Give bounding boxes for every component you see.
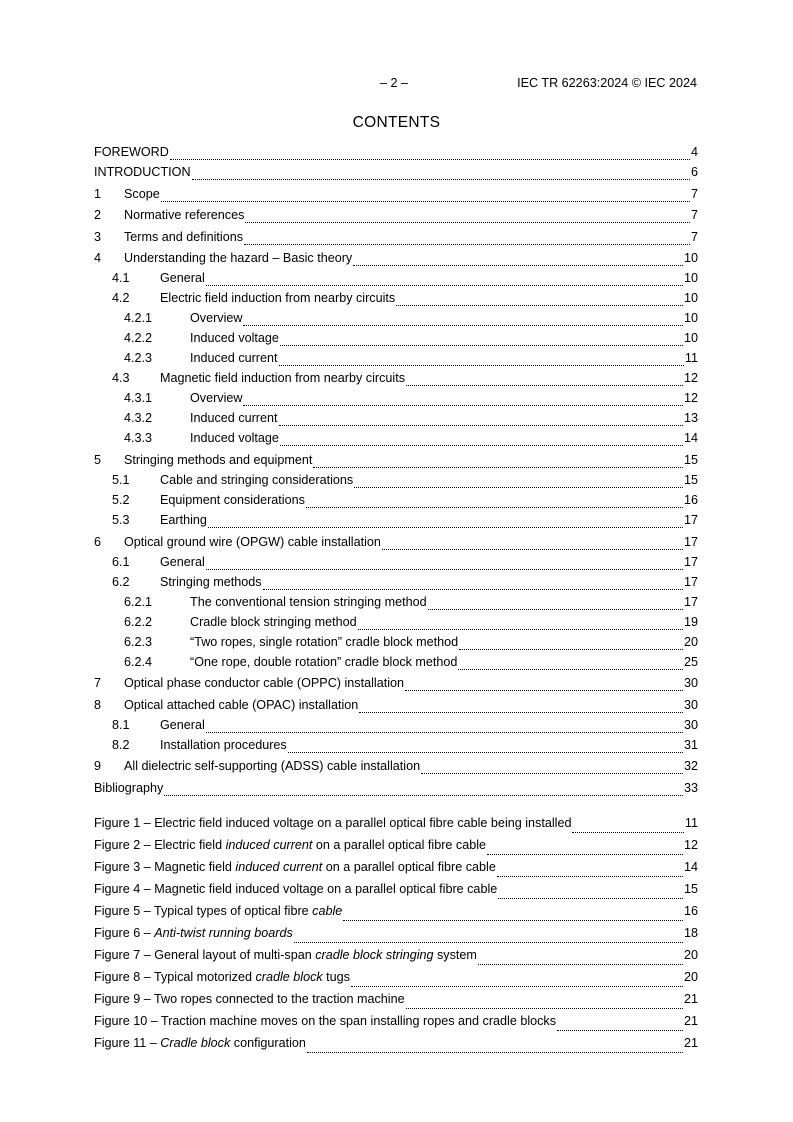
figure-entry-title — [94, 816, 571, 830]
dot-leader — [353, 264, 683, 266]
toc-entry-title: Induced current — [190, 351, 278, 366]
toc-entry-page: 32 — [683, 759, 698, 774]
toc-entry[interactable] — [94, 781, 698, 801]
toc-entry[interactable] — [94, 595, 698, 615]
toc-entry-number: 4.3.1 — [124, 391, 153, 406]
dot-leader — [343, 919, 683, 921]
dot-leader — [306, 506, 683, 508]
dot-leader — [405, 689, 683, 691]
toc-entry-title: “Two ropes, single rotation” cradle block method — [190, 634, 459, 649]
dot-leader — [243, 404, 683, 406]
toc-entry-number: 5.3 — [112, 512, 130, 527]
italic-term: cradle block — [255, 970, 323, 984]
toc-entry[interactable] — [94, 311, 698, 331]
dot-leader — [279, 424, 683, 426]
text-run: Figure 5 – Typical types of optical fibre — [94, 904, 313, 918]
toc-entry-page: 19 — [683, 614, 698, 629]
toc-entry[interactable] — [94, 371, 698, 391]
toc-entry-number: 6.2.4 — [124, 654, 153, 669]
toc-entry[interactable] — [94, 165, 698, 185]
toc-entry-title: Scope — [124, 186, 160, 201]
dot-leader — [244, 243, 690, 245]
figure-entry[interactable] — [94, 1014, 698, 1036]
text-run: Figure 8 – Typical motorized — [94, 970, 256, 984]
dot-leader — [313, 466, 683, 468]
dot-leader — [572, 831, 683, 833]
figure-entry-page: 20 — [683, 948, 698, 962]
toc-entry-page: 7 — [690, 186, 698, 201]
toc-entry[interactable] — [94, 251, 698, 271]
toc-entry[interactable] — [94, 453, 698, 473]
figure-entry[interactable] — [94, 882, 698, 904]
toc-entry-page: 31 — [683, 737, 698, 752]
text-run: tugs — [322, 970, 350, 984]
toc-entry-number: 4.3.3 — [124, 431, 153, 446]
toc-entry-number: 6.2.1 — [124, 594, 153, 609]
toc-entry-title: Equipment considerations — [160, 492, 305, 507]
text-run: Figure 2 – Electric field — [94, 838, 226, 852]
figure-entry[interactable] — [94, 948, 698, 970]
dot-leader — [161, 200, 690, 202]
figure-entry-title — [94, 904, 342, 918]
text-run: on a parallel optical fibre cable — [322, 860, 496, 874]
toc-entry-number: 4.2 — [112, 291, 130, 306]
dot-leader — [428, 608, 683, 610]
toc-entry-page: 7 — [690, 229, 698, 244]
list-of-figures — [94, 816, 698, 1058]
toc-entry[interactable] — [94, 738, 698, 758]
dot-leader — [406, 1007, 683, 1009]
toc-entry-number: 2 — [94, 208, 102, 223]
toc-entry-title: Magnetic field induction from nearby circuits — [160, 371, 405, 386]
toc-entry-title: Optical ground wire (OPGW) cable installation — [124, 534, 381, 549]
figure-entry-page: 12 — [683, 838, 698, 852]
toc-entry-number: 4.3.2 — [124, 411, 153, 426]
dot-leader — [206, 568, 683, 570]
dot-leader — [406, 384, 683, 386]
toc-entry[interactable] — [94, 351, 698, 371]
dot-leader — [478, 963, 683, 965]
dot-leader — [396, 304, 683, 306]
dot-leader — [170, 158, 690, 160]
toc-entry[interactable] — [94, 718, 698, 738]
figure-entry[interactable] — [94, 860, 698, 882]
toc-entry[interactable] — [94, 615, 698, 635]
figure-entry-page: 21 — [683, 1036, 698, 1050]
toc-entry-page: 10 — [683, 251, 698, 266]
figure-entry-page: 14 — [683, 860, 698, 874]
dot-leader — [294, 941, 683, 943]
toc-entry-number: 3 — [94, 229, 102, 244]
dot-leader — [359, 711, 683, 713]
toc-entry[interactable] — [94, 698, 698, 718]
dot-leader — [280, 344, 683, 346]
figure-entry-page: 18 — [683, 926, 698, 940]
text-run: Figure 11 – — [94, 1036, 161, 1050]
dot-leader — [487, 853, 683, 855]
toc-entry-page: 20 — [683, 634, 698, 649]
toc-entry-page: 10 — [683, 291, 698, 306]
dot-leader — [164, 794, 683, 796]
toc-entry-page: 30 — [683, 697, 698, 712]
toc-entry[interactable] — [94, 271, 698, 291]
figure-entry[interactable] — [94, 904, 698, 926]
toc-entry-page: 25 — [683, 654, 698, 669]
toc-entry-number: 6.2.2 — [124, 614, 153, 629]
dot-leader — [458, 668, 683, 670]
toc-entry-title: Terms and definitions — [124, 229, 244, 244]
toc-entry-title: Bibliography — [94, 780, 164, 795]
italic-term: Anti-twist running boards — [154, 926, 293, 940]
toc-entry[interactable] — [94, 655, 698, 675]
dot-leader — [557, 1029, 683, 1031]
toc-entry-title: Understanding the hazard – Basic theory — [124, 251, 353, 266]
toc-entry-number: 8.2 — [112, 737, 130, 752]
dot-leader — [280, 444, 683, 446]
toc-entry-page: 12 — [683, 391, 698, 406]
dot-leader — [459, 648, 683, 650]
toc-entry-number: 6.2.3 — [124, 634, 153, 649]
toc-entry-title: Induced current — [190, 411, 278, 426]
dot-leader — [307, 1051, 683, 1053]
dot-leader — [351, 985, 683, 987]
dot-leader — [279, 364, 684, 366]
toc-entry-page: 14 — [683, 431, 698, 446]
toc-entry-page: 15 — [683, 472, 698, 487]
text-run: configuration — [230, 1036, 306, 1050]
figure-entry-title — [94, 838, 486, 852]
text-run: Figure 9 – Two ropes connected to the traction machine — [94, 992, 405, 1006]
toc-entry[interactable] — [94, 391, 698, 411]
figure-entry[interactable] — [94, 838, 698, 860]
toc-entry[interactable] — [94, 187, 698, 207]
toc-entry-title: Optical phase conductor cable (OPPC) installation — [124, 676, 405, 691]
contents-title: CONTENTS — [352, 114, 441, 131]
toc-entry-title: Cradle block stringing method — [190, 614, 357, 629]
toc-entry-number: 6.1 — [112, 554, 130, 569]
toc-entry-title: Cable and stringing considerations — [160, 472, 354, 487]
figure-entry-page: 16 — [683, 904, 698, 918]
text-run: Figure 3 – Magnetic field — [94, 860, 236, 874]
dot-leader — [288, 751, 683, 753]
toc-entry[interactable] — [94, 230, 698, 250]
toc-entry[interactable] — [94, 555, 698, 575]
toc-entry-title: General — [160, 717, 205, 732]
toc-entry-title: Overview — [190, 311, 243, 326]
toc-entry-number: 8.1 — [112, 717, 130, 732]
italic-term: Cradle block — [160, 1036, 231, 1050]
toc-entry-title: “One rope, double rotation” cradle block method — [190, 654, 458, 669]
toc-entry-title: FOREWORD — [94, 145, 169, 159]
toc-entry-page: 7 — [690, 208, 698, 223]
italic-term: induced current — [235, 860, 323, 874]
dot-leader — [206, 284, 683, 286]
figure-entry-title — [94, 882, 497, 896]
toc-entry-number: 7 — [94, 676, 102, 691]
figure-entry-title — [94, 970, 350, 984]
text-run: Figure 10 – Traction machine moves on the span installing ropes and cradle blocks — [94, 1014, 557, 1028]
toc-entry-number: 6 — [94, 534, 102, 549]
toc-entry[interactable] — [94, 676, 698, 696]
figure-entry-page: 15 — [683, 882, 698, 896]
toc-entry-page: 17 — [683, 512, 698, 527]
toc-entry-page: 10 — [683, 271, 698, 286]
toc-entry-title: All dielectric self-supporting (ADSS) cable installation — [124, 759, 421, 774]
toc-entry-title: Stringing methods and equipment — [124, 452, 313, 467]
figure-entry-page: 11 — [684, 816, 698, 830]
toc-entry-number: 4.2.2 — [124, 331, 153, 346]
figure-entry-title — [94, 948, 477, 962]
figure-entry-title — [94, 1036, 306, 1050]
italic-term: induced current — [225, 838, 313, 852]
figure-entry-title — [94, 1014, 556, 1028]
toc-entry[interactable] — [94, 291, 698, 311]
figure-entry-title — [94, 926, 293, 940]
dot-leader — [245, 221, 690, 223]
toc-entry-title: INTRODUCTION — [94, 165, 191, 179]
toc-entry-number: 4.1 — [112, 271, 130, 286]
dot-leader — [243, 324, 683, 326]
toc-entry-page: 16 — [683, 492, 698, 507]
figure-entry-page: 21 — [683, 1014, 698, 1028]
text-run: Figure 6 – — [94, 926, 155, 940]
toc-entry-page: 17 — [683, 554, 698, 569]
italic-term: cradle block stringing — [315, 948, 434, 962]
figure-entry[interactable] — [94, 816, 698, 838]
document-reference: IEC TR 62263:2024 © IEC 2024 — [517, 76, 697, 90]
figure-entry[interactable] — [94, 970, 698, 992]
toc-entry-title: Earthing — [160, 512, 207, 527]
toc-entry[interactable] — [94, 759, 698, 779]
toc-entry-number: 5.2 — [112, 492, 130, 507]
toc-entry-page: 15 — [683, 452, 698, 467]
toc-entry-number: 4.2.3 — [124, 351, 153, 366]
toc-entry[interactable] — [94, 411, 698, 431]
dot-leader — [358, 628, 683, 630]
figure-entry[interactable] — [94, 926, 698, 948]
dot-leader — [497, 875, 683, 877]
toc-entry[interactable] — [94, 145, 698, 165]
toc-entry-title: General — [160, 271, 205, 286]
text-run: system — [433, 948, 477, 962]
dot-leader — [382, 548, 683, 550]
text-run: Figure 7 – General layout of multi-span — [94, 948, 316, 962]
toc-entry-page: 33 — [683, 780, 698, 795]
page-number: – 2 – — [380, 76, 409, 90]
toc-entry-page: 4 — [690, 145, 698, 159]
dot-leader — [498, 897, 683, 899]
toc-entry-page: 11 — [684, 351, 698, 366]
figure-entry[interactable] — [94, 992, 698, 1014]
dot-leader — [354, 486, 683, 488]
toc-entry-page: 17 — [683, 534, 698, 549]
toc-entry-number: 1 — [94, 186, 102, 201]
text-run: Figure 1 – Electric field induced voltage on a parallel optical fibre cable being installed — [94, 816, 572, 830]
figure-entry[interactable] — [94, 1036, 698, 1058]
toc-entry-page: 17 — [683, 574, 698, 589]
toc-entry-title: Induced voltage — [190, 431, 279, 446]
toc-entry-title: Stringing methods — [160, 574, 262, 589]
italic-term: cable — [312, 904, 343, 918]
text-run: Figure 4 – Magnetic field induced voltage on a parallel optical fibre cable — [94, 882, 498, 896]
toc-entry-title: Normative references — [124, 208, 245, 223]
toc-entry-page: 30 — [683, 676, 698, 691]
toc-entry[interactable] — [94, 208, 698, 228]
toc-entry-page: 17 — [683, 594, 698, 609]
toc-entry[interactable] — [94, 513, 698, 533]
toc-entry-title: The conventional tension stringing method — [190, 594, 427, 609]
toc-entry[interactable] — [94, 575, 698, 595]
toc-entry[interactable] — [94, 473, 698, 493]
toc-entry-number: 4.2.1 — [124, 311, 153, 326]
figure-entry-page: 20 — [683, 970, 698, 984]
table-of-contents — [94, 145, 698, 801]
toc-entry-title: Electric field induction from nearby circuits — [160, 291, 396, 306]
toc-entry-page: 10 — [683, 311, 698, 326]
toc-entry-number: 8 — [94, 697, 102, 712]
toc-entry[interactable] — [94, 431, 698, 451]
toc-entry-page: 10 — [683, 331, 698, 346]
toc-entry-page: 13 — [683, 411, 698, 426]
toc-entry-page: 12 — [683, 371, 698, 386]
text-run: on a parallel optical fibre cable — [312, 838, 487, 852]
dot-leader — [208, 526, 683, 528]
toc-entry-title: Overview — [190, 391, 243, 406]
figure-entry-title — [94, 860, 496, 874]
toc-entry-number: 5.1 — [112, 472, 130, 487]
toc-entry[interactable] — [94, 635, 698, 655]
toc-entry-page: 6 — [690, 165, 698, 179]
figure-entry-title — [94, 992, 405, 1006]
toc-entry[interactable] — [94, 535, 698, 555]
toc-entry-number: 6.2 — [112, 574, 130, 589]
toc-entry-title: Optical attached cable (OPAC) installation — [124, 697, 359, 712]
dot-leader — [421, 772, 683, 774]
toc-entry[interactable] — [94, 331, 698, 351]
toc-entry-number: 5 — [94, 452, 102, 467]
dot-leader — [263, 588, 683, 590]
toc-entry[interactable] — [94, 493, 698, 513]
toc-entry-title: Installation procedures — [160, 737, 287, 752]
toc-entry-title: Induced voltage — [190, 331, 279, 346]
toc-entry-number: 4.3 — [112, 371, 130, 386]
toc-entry-number: 9 — [94, 759, 102, 774]
dot-leader — [192, 178, 690, 180]
dot-leader — [206, 731, 683, 733]
toc-entry-number: 4 — [94, 251, 102, 266]
toc-entry-title: General — [160, 554, 205, 569]
toc-entry-page: 30 — [683, 717, 698, 732]
figure-entry-page: 21 — [683, 992, 698, 1006]
